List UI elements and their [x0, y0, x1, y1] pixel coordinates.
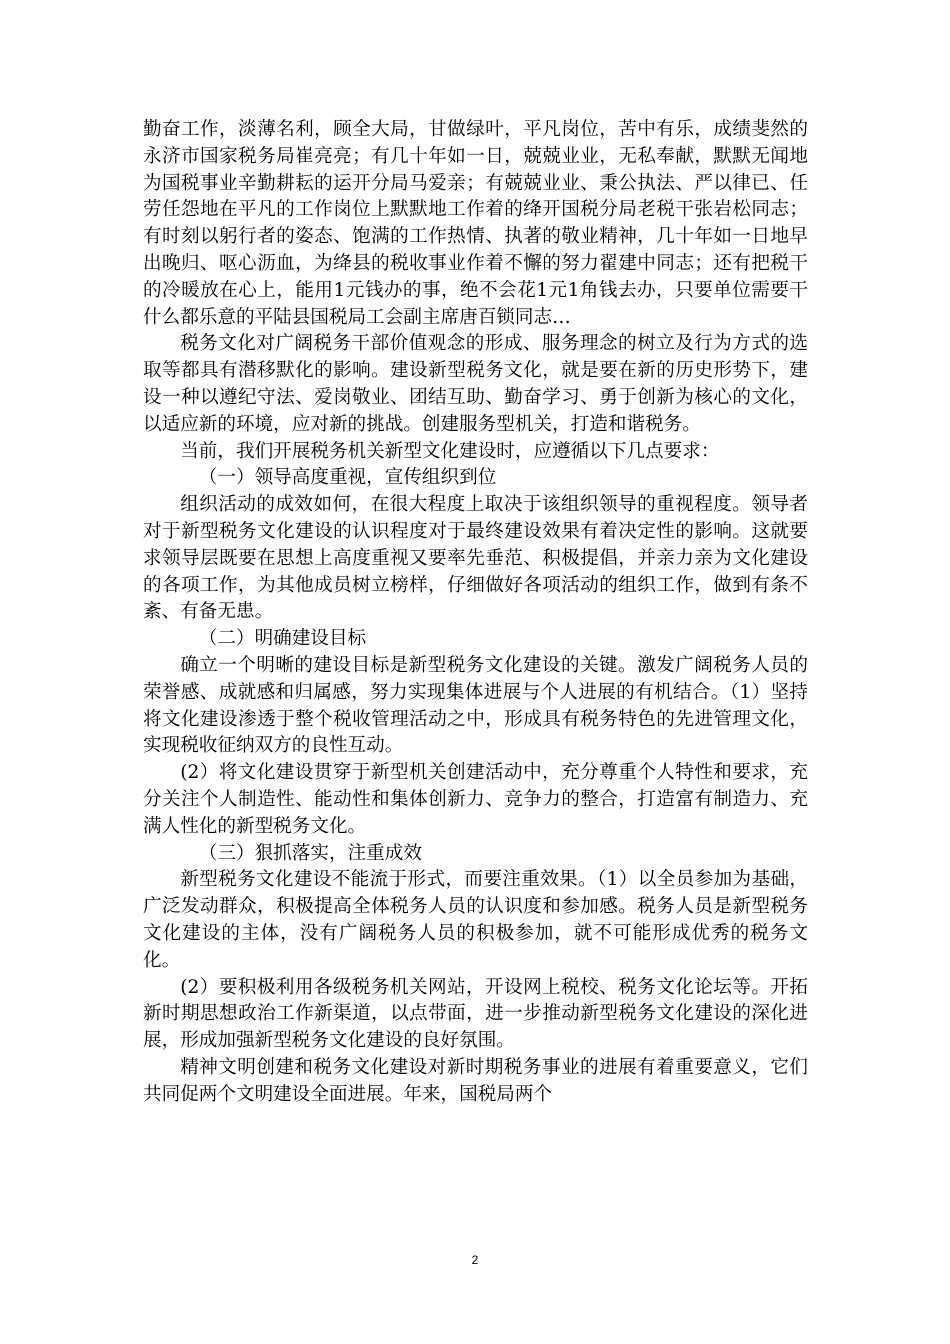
paragraph-7: 新型税务文化建设不能流于形式，而要注重效果。（1）以全员参加为基础，广泛发动群众，积极提高全体税务人员的认识度和参加感。税务人员是新型税务文化建设的主体，没有广阔税务人员的积极参加，就不可能形成优秀的税务文化。: [143, 869, 808, 971]
paragraph-4: 组织活动的成效如何，在很大程度上取决于该组织领导的重视程度。领导者对于新型税务文化建设的认识程度对于最终建设效果有着决定性的影响。这就要求领导层既要在思想上高度重视又要率先垂范、积极提倡，并亲力亲为文化建设的各项工作，为其他成员树立榜样，仔细做好各项活动的组织工作，做到有条不紊、有备无患。: [143, 494, 808, 623]
document-body: [143, 117, 808, 1108]
paragraph-3: 当前，我们开展税务机关新型文化建设时，应遵循以下几点要求：: [180, 440, 720, 462]
paragraph-1: 勤奋工作，淡薄名利，顾全大局，甘做绿叶，平凡岗位，苦中有乐，成绩斐然的永济市国家税务局崔亮亮；有几十年如一日，兢兢业业，无私奉献，默默无闻地为国税事业辛勤耕耘的运开分局马爱亲；有兢兢业业、秉公执法、严以律已、任劳任怨地在平凡的工作岗位上默默地工作着的绛开国税分局老税干张岩松同志；有时刻以躬行者的姿态、饱满的工作热情、执著的敬业精神，几十年如一日地早出晚归、呕心沥血，为绛县的税收事业作着不懈的努力翟建中同志；还有把税干的冷暖放在心上，能用1元钱办的事，绝不会花1元1角钱去办，只要单位需要干什么都乐意的平陆县国税局工会副主席唐百锁同志…: [143, 119, 808, 328]
paragraph-9: 精神文明创建和税务文化建设对新时期税务事业的进展有着重要意义，它们共同促两个文明建设全面进展。年来，国税局两个: [143, 1056, 808, 1105]
page-number: 2: [471, 1253, 479, 1267]
section-heading-1: （一）领导高度重视，宣传组织到位: [198, 467, 497, 489]
paragraph-2: 税务文化对广阔税务干部价值观念的形成、服务理念的树立及行为方式的选取等都具有潜移默化的影响。建设新型税务文化，就是要在新的历史形势下，建设一种以遵纪守法、爱岗敬业、团结互助、勤奋学习、勇于创新为核心的文化，以适应新的环境，应对新的挑战。创建服务型机关，打造和谐税务。: [143, 333, 808, 435]
section-heading-2: （二）明确建设目标: [198, 628, 367, 650]
paragraph-5: 确立一个明晰的建设目标是新型税务文化建设的关键。激发广阔税务人员的荣誉感、成就感和归属感，努力实现集体进展与个人进展的有机结合。（1）坚持将文化建设渗透于整个税收管理活动之中，形成具有税务特色的先进管理文化，实现税收征纳双方的良性互动。: [143, 654, 808, 757]
paragraph-6: (2）将文化建设贯穿于新型机关创建活动中，充分尊重个人特性和要求，充分关注个人制造性、能动性和集体创新力、竞争力的整合，打造富有制造力、充满人性化的新型税务文化。: [143, 762, 808, 837]
section-heading-3: （三）狠抓落实，注重成效: [198, 842, 422, 864]
paragraph-8: (2）要积极利用各级税务机关网站，开设网上税校、税务文化论坛等。开拓新时期思想政治工作新渠道，以点带面，进一步推动新型税务文化建设的深化进展，形成加强新型税务文化建设的良好氛围。: [143, 976, 808, 1052]
